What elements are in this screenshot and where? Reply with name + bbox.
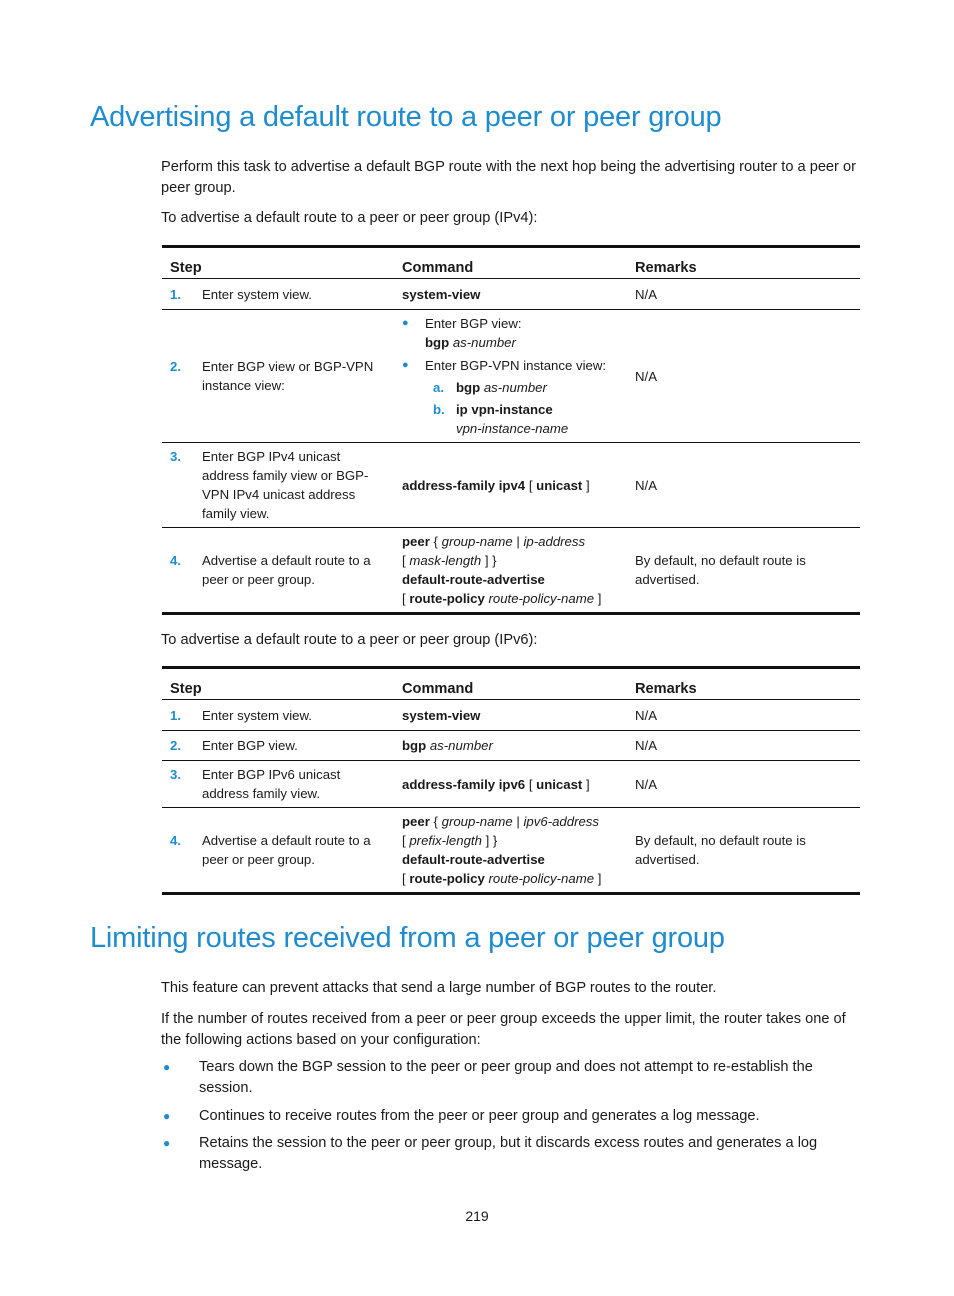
header-step: Step [162,247,394,279]
command-text: peer [402,534,430,549]
header-remarks: Remarks [627,668,860,700]
sub-step-letter: a. [433,380,444,395]
command-arg: mask-length [409,553,482,568]
command-text: bgp [402,738,427,753]
step-number: 3. [170,767,181,782]
step-text: Advertise a default route to a peer or peer group. [202,833,371,867]
bracket: ] } [485,833,498,848]
step-number: 3. [170,449,181,464]
command-arg: as-number [483,380,547,395]
command-arg: vpn-instance-name [456,421,569,436]
ipv4-config-table [162,245,860,615]
list-item-text: Continues to receive routes from the peer or peer group and generates a log message. [199,1108,760,1124]
command-arg: route-policy-name [488,591,595,606]
list-item [161,1106,866,1127]
bracket: [ [402,553,406,568]
step-number: 1. [170,707,181,723]
remarks-text: By default, no default route is advertised. [635,833,806,867]
command-text: system-view [402,286,481,302]
command-text: default-route-advertise [402,852,545,867]
bullet-dot-icon: ● [402,359,409,371]
bracket: [ [402,833,406,848]
command-arg: as-number [429,738,493,753]
step-number: 4. [170,553,181,568]
bracket: [ [402,871,406,886]
bullet-dot-icon: ● [163,1109,171,1123]
brace: { [433,814,438,829]
command-arg: group-name [441,814,513,829]
separator: | [516,814,520,829]
header-step: Step [162,668,394,700]
remarks-text: N/A [627,310,860,443]
step-text: Enter BGP IPv4 unicast address family view or BGP-VPN IPv4 unicast address family view. [202,449,369,521]
header-command: Command [394,668,627,700]
command-keyword: unicast [536,477,583,493]
command-keyword: route-policy [409,871,485,886]
command-text: ip vpn-instance [456,402,553,417]
ipv6-config-table [162,666,860,895]
bullet-dot-icon: ● [163,1136,171,1150]
bracket: ] [586,477,590,493]
step-number: 2. [170,738,181,753]
remarks-text: N/A [627,700,860,731]
command-arg: route-policy-name [488,871,595,886]
ipv6-lead-text: To advertise a default route to a peer or peer group (IPv6): [161,632,538,648]
command-arg: ip-address [523,534,586,549]
bracket: [ [528,776,533,792]
remarks-text: N/A [627,731,860,761]
bullet-label: Enter BGP view: [425,316,522,331]
command-text: bgp [425,335,450,350]
step-number: 4. [170,833,181,848]
command-keyword: route-policy [409,591,485,606]
remarks-text: N/A [627,761,860,808]
list-item [161,1057,866,1099]
table-row [162,700,860,731]
bullet-dot-icon: ● [402,317,409,329]
separator: | [516,534,520,549]
step-number: 1. [170,286,181,302]
step-number: 2. [170,359,181,374]
command-text: default-route-advertise [402,572,545,587]
table-row [162,808,860,894]
table-row [162,761,860,808]
step-text: Enter system view. [202,707,312,723]
table-header-row [162,247,860,279]
header-command: Command [394,247,627,279]
command-text: address-family ipv4 [402,477,526,493]
intro-paragraph: Perform this task to advertise a default BGP route with the next hop being the advertising router to a peer or peer group. [161,159,856,196]
step-text: Enter BGP view or BGP-VPN instance view: [202,359,374,393]
step-text: Enter system view. [202,286,312,302]
remarks-text: By default, no default route is advertised. [635,553,806,587]
command-arg: group-name [441,534,513,549]
bracket: ] [597,591,602,606]
command-text: peer [402,814,430,829]
list-item-text: Retains the session to the peer or peer group, but it discards excess routes and generates a log message. [199,1135,818,1172]
command-arg: prefix-length [409,833,482,848]
header-remarks: Remarks [627,247,860,279]
table-row [162,731,860,761]
table-row [162,443,860,528]
step-text: Enter BGP IPv6 unicast address family view. [202,767,341,801]
list-item-text: Tears down the BGP session to the peer or peer group and does not attempt to re-establish the session. [199,1059,813,1096]
remarks-text: N/A [627,279,860,310]
command-text: system-view [402,707,481,723]
remarks-text: N/A [627,443,860,528]
bracket: [ [528,477,533,493]
limit-paragraph: If the number of routes received from a peer or peer group exceeds the upper limit, the router takes one of the following actions based on your configuration: [161,1011,846,1048]
bullet-label: Enter BGP-VPN instance view: [425,358,607,373]
page-number: 219 [465,1208,489,1224]
step-text: Enter BGP view. [202,738,298,753]
bracket: ] } [484,553,497,568]
feature-paragraph: This feature can prevent attacks that send a large number of BGP routes to the router. [161,980,717,996]
table-row [162,279,860,310]
step-text: Advertise a default route to a peer or peer group. [202,553,371,587]
bracket: ] [586,776,590,792]
bullet-dot-icon: ● [163,1060,171,1074]
command-keyword: unicast [536,776,583,792]
section-heading-limiting-routes: Limiting routes received from a peer or peer group [90,922,725,954]
command-text: address-family ipv6 [402,776,526,792]
table-header-row [162,668,860,700]
table-row [162,310,860,443]
bracket: [ [402,591,406,606]
command-arg: as-number [452,335,516,350]
list-item [161,1133,866,1175]
ipv4-lead-text: To advertise a default route to a peer or peer group (IPv4): [161,210,538,226]
table-row [162,528,860,614]
sub-step-letter: b. [433,402,445,417]
brace: { [433,534,438,549]
bracket: ] [597,871,602,886]
section-heading-advertise-default-route: Advertising a default route to a peer or peer group [90,101,722,133]
command-text: bgp [456,380,481,395]
command-arg: ipv6-address [523,814,599,829]
